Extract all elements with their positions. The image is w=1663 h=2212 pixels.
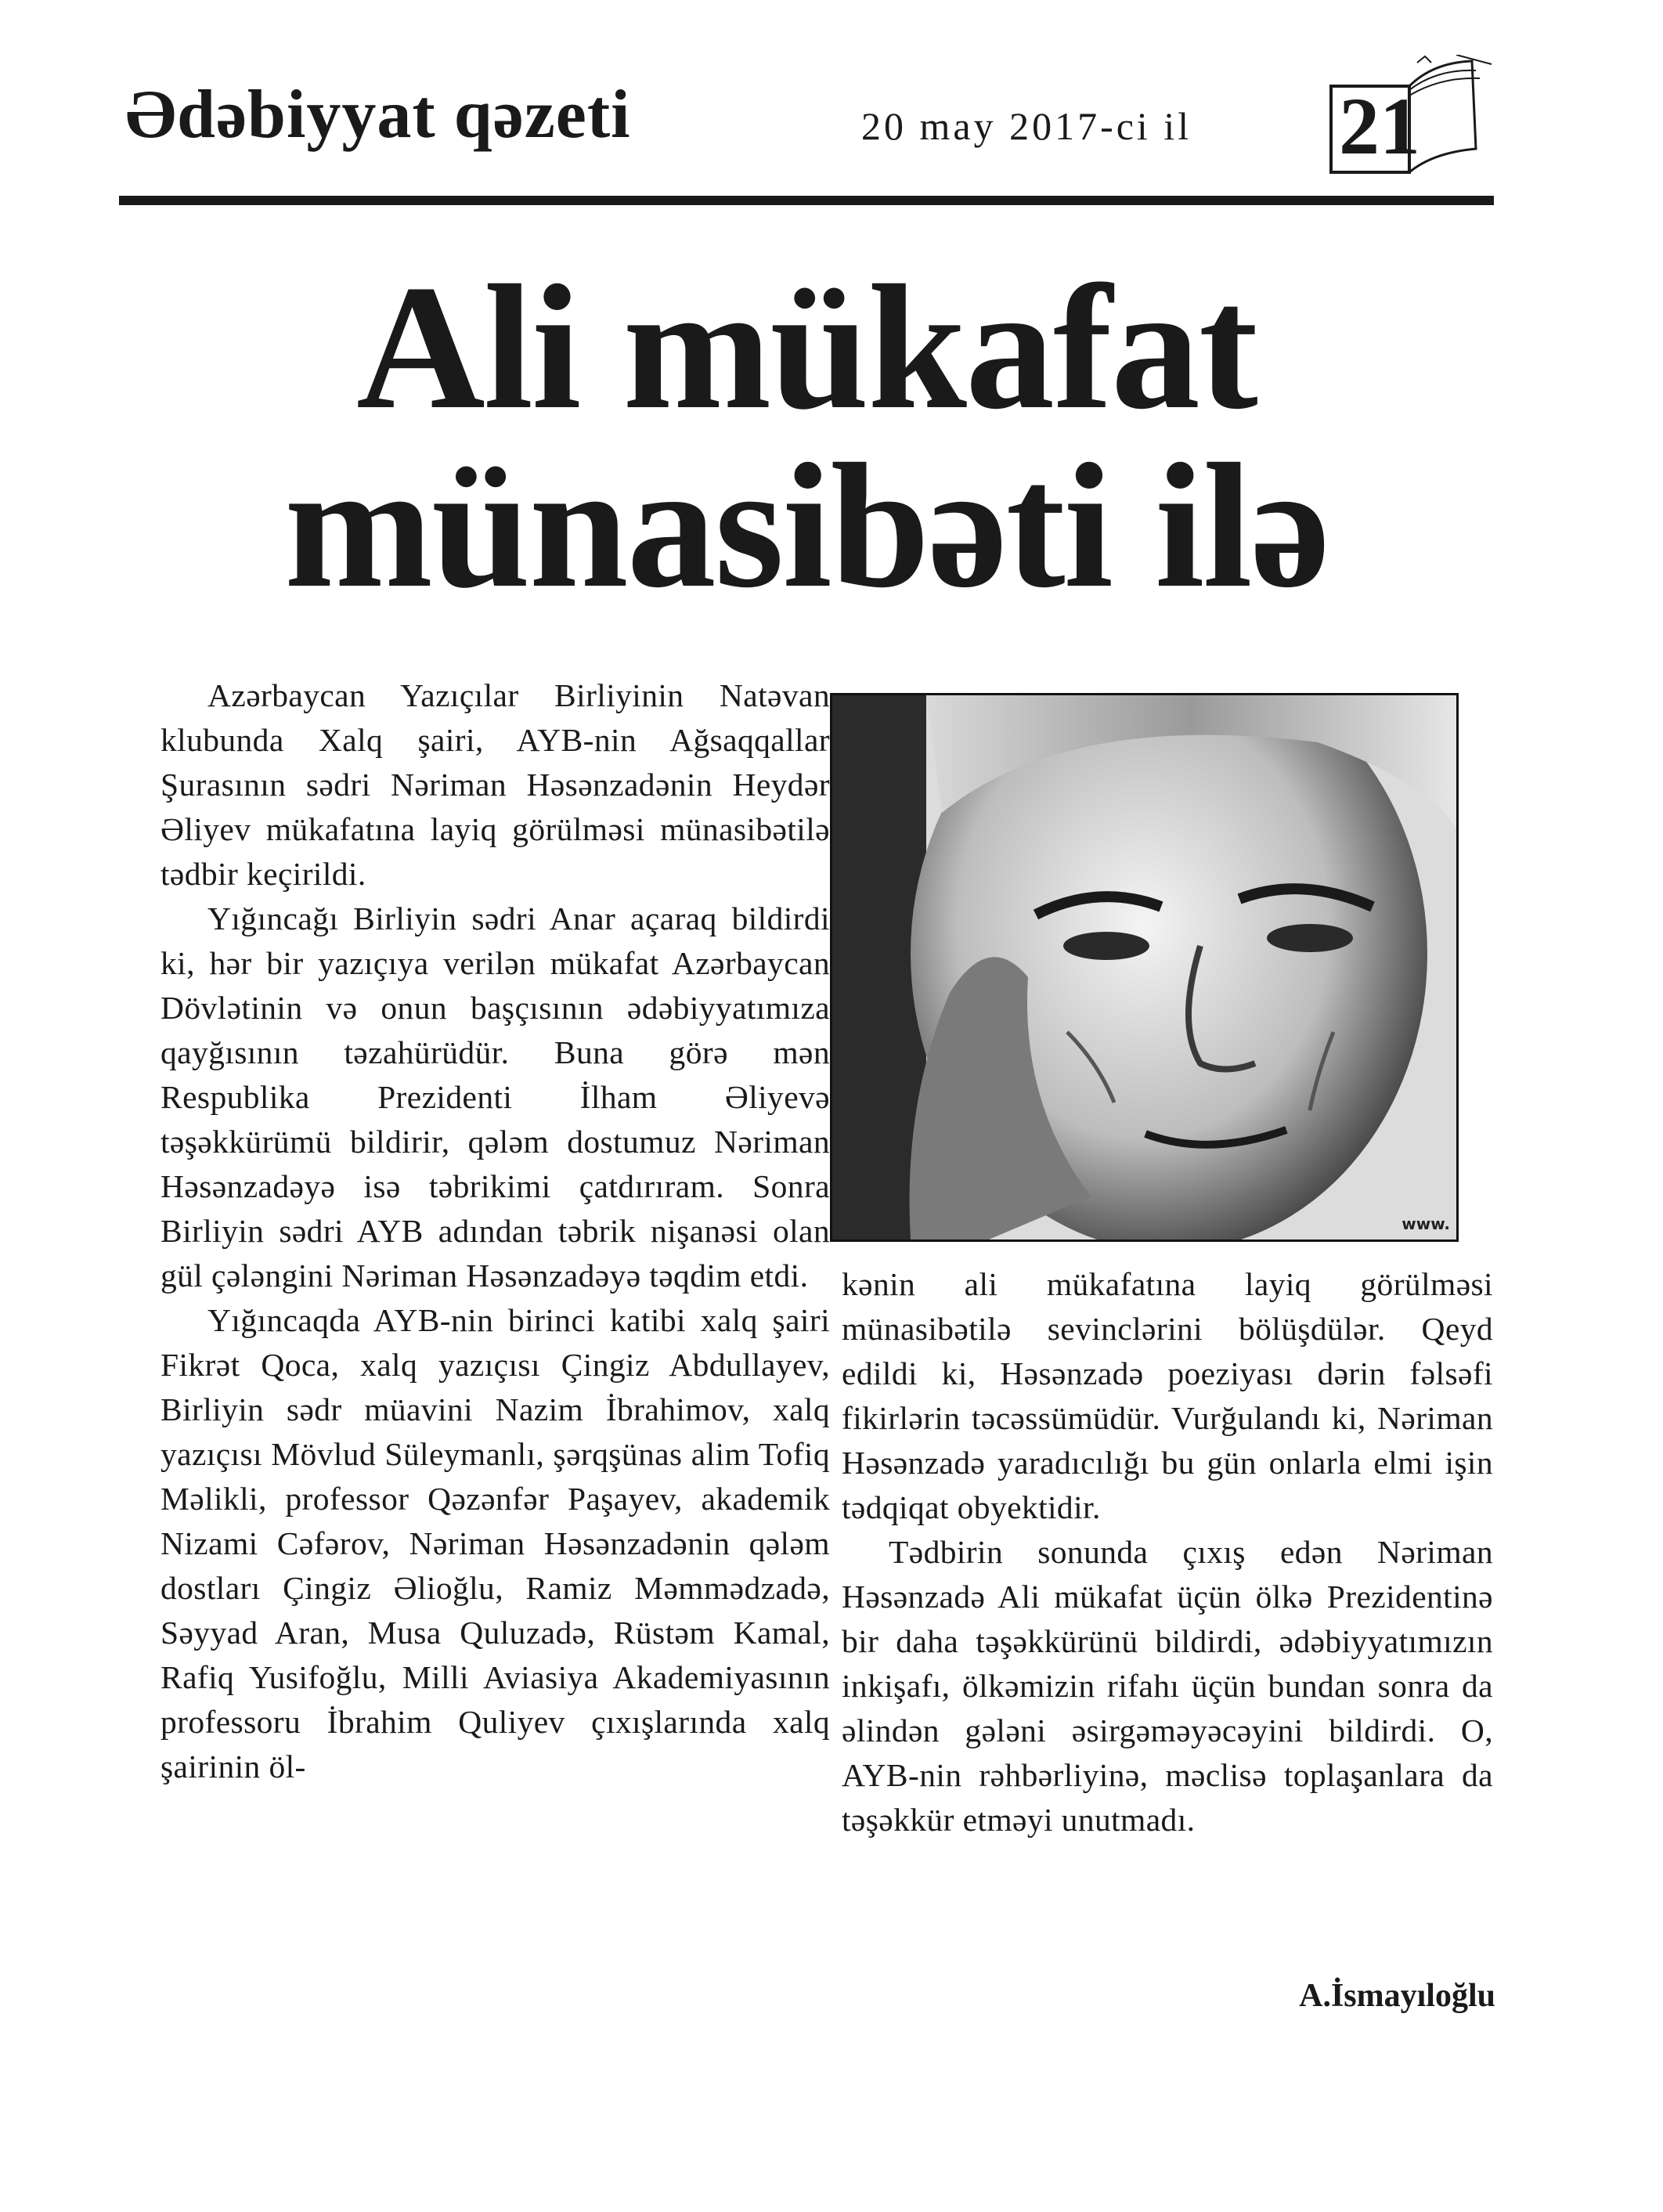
article-column-left [161, 673, 830, 1789]
masthead [117, 55, 1495, 188]
issue-number: 21 [1339, 81, 1420, 171]
paragraph-1: Azərbaycan Yazıçılar Birliyinin Natəvan klubunda Xalq şairi, AYB-nin Ağsaqqallar Şurasının sədri Nəriman Həsənzadənin Heydər Əliyev mükafatına layiq görülməsi münasibətilə tədbir keçirildi. [161, 677, 830, 892]
masthead-divider [119, 196, 1494, 205]
issue-date: 20 may 2017-ci il [861, 104, 1192, 148]
newspaper-name: Ədəbiyyat qəzeti [125, 77, 631, 153]
paragraph-5: Tədbirin sonunda çıxış edən Nəriman Həsənzadə Ali mükafat üçün ölkə Prezidentinə bir daha təşəkkürünü bildirdi, ədəbiyyatımızın inkişafı, ölkəmizin rifahı üçün bundan sonra da əlindən gələni əsirgəməyəcəyini bildirdi. O, AYB-nin rəhbərliyinə, məclisə toplaşanlara da təşəkkür etməyi unutmadı. [842, 1534, 1493, 1838]
author-byline: A.İsmayıloğlu [1299, 1978, 1495, 2014]
portrait-image [832, 695, 1456, 1240]
paragraph-3: Yığıncaqda AYB-nin birinci katibi xalq şairi Fikrət Qoca, xalq yazıçısı Çingiz Abdullayev, Birliyin sədr müavini Nazim İbrahimov, xalq yazıçısı Mövlud Süleymanlı, şərqşünas alim Tofiq Məlikli, professor Qəzənfər Paşayev, akademik Nizami Cəfərov, Nəriman Həsənzadənin qələm dostları Çingiz Əlioğlu, Ramiz Məmmədzadə, Səyyad Aran, Musa Quluzadə, Rüstəm Kamal, Rafiq Yusifoğlu, Milli Aviasiya Akademiyasının professoru İbrahim Quliyev çıxışlarında xalq şairinin öl- [161, 1302, 830, 1784]
headline [117, 249, 1495, 625]
paragraph-2: Yığıncağı Birliyin sədri Anar açaraq bildirdi ki, hər bir yazıçıya verilən mükafat Azərbaycan Dövlətinin və onun başçısının ədəbiyyatımıza qayğısının təzahürüdür. Buna görə mən Respublika Prezidenti İlham Əliyevə təşəkkürümü bildirir, qələm dostumuz Nəriman Həsənzadəyə isə təbrikimi çatdırıram. Sonra Birliyin sədri AYB adından təbrik nişanəsi olan gül çələngini Nəriman Həsənzadəyə təqdim etdi. [161, 900, 830, 1294]
headline-line-2: münasibəti ilə [284, 428, 1329, 625]
paragraph-4: kənin ali mükafatına layiq görülməsi münasibətilə sevinclərini bölüşdülər. Qeyd edildi ki, Həsənzadə poeziyası dərin fəlsəfi fikirlərin təcəssümüdür. Vurğulandı ki, Nəriman Həsənzadə yaradıcılığı bu gün onlarla elmi işin tədqiqat obyektidir. [842, 1266, 1493, 1525]
headline-line-1: Ali mükafat [356, 249, 1257, 446]
issue-number-box [1315, 55, 1495, 180]
photo-credit: www. [1401, 1214, 1450, 1233]
article-column-right [842, 1262, 1493, 1842]
portrait-photo [830, 693, 1459, 1242]
